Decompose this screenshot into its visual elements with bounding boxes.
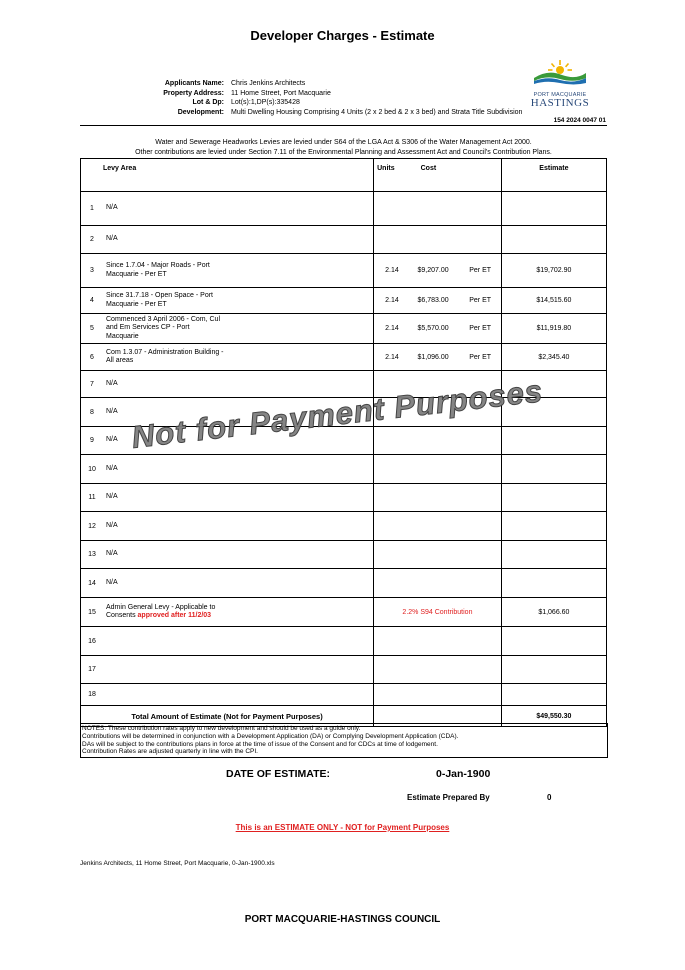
row-number: 8 [90,408,94,416]
levy-description [100,204,118,213]
row-number: 9 [90,437,94,444]
units-cost-cell [374,541,502,569]
estimate-value [501,684,606,706]
watermark-text: Not for Payment Purposes [130,373,545,455]
row-number: 5 [90,325,94,332]
levy-area-cell [81,684,374,706]
levy-description-text: N/A [106,550,118,558]
row-number: 6 [90,353,94,361]
levy-description [100,316,220,342]
total-value: $49,550.30 [501,706,606,727]
header-divider [80,125,607,126]
levy-description-text: N/A [106,578,118,586]
applicant-labels [90,79,224,117]
units-value: 2.14 [385,267,399,274]
cost-value: $1,096.00 [417,353,449,361]
units-cost-cell [374,569,502,598]
lot-dp-value: Lot(s):1,DP(s):335428 [231,99,300,106]
estimate-value [501,484,606,512]
prepared-by-value: 0 [547,793,552,802]
levy-area-cell [81,598,374,627]
row-number: 3 [90,267,94,274]
cost-value: $6,783.00 [417,297,449,304]
table-row [81,314,607,344]
estimate-value [501,627,606,656]
levy-description [100,493,118,502]
logo-emblem-icon [530,58,590,86]
levy-area-cell [81,288,374,314]
row-number: 16 [88,637,96,645]
total-label: Total Amount of Estimate (Not for Payment Purposes) [81,706,374,727]
date-of-estimate-value: 0-Jan-1900 [436,768,491,780]
intro-text [80,138,607,157]
levy-area-cell [81,371,374,398]
levy-area-cell [81,226,374,254]
levy-description [100,436,118,445]
header-cost-label: Cost [420,165,437,172]
levy-description-text: Admin General Levy - Applicable to Consents [106,603,216,619]
levy-area-cell [81,541,374,569]
levy-area-cell [81,344,374,371]
logo-line2: HASTINGS [530,97,590,109]
units-cost-cell [374,226,502,254]
units-cost-cell [374,512,502,541]
date-of-estimate-label: DATE OF ESTIMATE: [226,768,331,780]
units-value: 2.14 [385,325,399,332]
levy-area-cell [81,192,374,226]
note-line-1: NOTES: These contribution rates apply to new development and should be used as a guide only. [82,725,361,732]
estimate-value [501,541,606,569]
levy-area-cell [81,512,374,541]
levy-description-text: Commenced 3 April 2006 - Com, Cul and Em Services CP - Port Macquarie [106,315,220,340]
units-cost-cell [374,254,502,288]
council-name: PORT MACQUARIE-HASTINGS COUNCIL [244,914,441,925]
table-row [81,569,607,598]
levy-description [100,292,213,309]
development-label: Development: [177,108,224,116]
levy-description-text: N/A [106,235,118,243]
estimate-value: $14,515.60 [501,288,606,314]
levy-description-text: Since 31.7.18 - Open Space - Port Macquarie - Per ET [106,292,214,308]
levy-area-cell [81,254,374,288]
levy-description [100,522,118,531]
units-cost-cell [374,344,502,371]
levy-description [100,465,118,474]
levy-description [100,408,118,417]
contribution-rate: 2.2% S94 Contribution [402,608,473,616]
estimate-value [501,569,606,598]
row-number: 12 [88,522,96,530]
cost-value: $9,207.00 [417,267,449,274]
row-number: 10 [88,465,96,473]
table-row [81,455,607,484]
units-cost-cell [374,427,502,455]
header-estimate-label: Estimate [539,165,569,172]
table-row [81,627,607,656]
units-cost-cell [374,314,502,344]
development-value: Multi Dwelling Housing Comprising 4 Units (2 x 2 bed & 2 x 3 bed) and Strata Title Subdivision [231,108,523,116]
notes-box [80,723,608,758]
property-address-value: 11 Home Street, Port Macquarie [231,89,331,97]
levy-description-highlight: approved after 11/2/03 [137,612,212,619]
estimate-only-notice: This is an ESTIMATE ONLY - NOT for Payment Purposes [235,823,450,832]
levy-description [100,550,118,559]
row-number: 15 [88,608,96,616]
row-number: 14 [88,579,96,587]
table-row [81,254,607,288]
levy-description-text: N/A [106,493,118,501]
per-unit: Per ET [469,297,492,304]
reference-number: 154 2024 0047 01 [553,117,606,124]
table-row [81,541,607,569]
estimate-value [501,512,606,541]
levy-description [100,262,210,279]
table-row [81,684,607,706]
table-row [81,512,607,541]
levy-area-cell [81,569,374,598]
row-number: 7 [90,380,94,388]
row-number: 1 [90,205,94,212]
cost-value: $5,570.00 [417,325,449,332]
levy-description-text: Com 1.3.07 - Administration Building - All areas [106,348,224,364]
units-cost-cell [374,288,502,314]
levy-description-text: N/A [106,521,118,529]
levy-description [100,579,118,588]
applicant-name-label: Applicants Name: [164,80,224,87]
council-logo [530,58,590,109]
table-row [81,598,607,627]
table-header-row [81,159,607,192]
header-units-label: Units [377,165,395,172]
levy-area-cell [81,627,374,656]
per-unit: Per ET [469,353,492,361]
estimate-value: $1,066.60 [501,598,606,627]
page-title: Developer Charges - Estimate [250,28,435,43]
header-estimate [501,159,606,192]
table-row [81,344,607,371]
applicant-name-value: Chris Jenkins Architects [231,80,306,87]
table-row [81,484,607,512]
units-cost-cell [374,484,502,512]
prepared-by-label: Estimate Prepared By [407,793,490,802]
levy-area-cell [81,455,374,484]
estimate-value: $11,919.80 [501,314,606,344]
units-cost-cell [374,627,502,656]
property-address-label: Property Address: [163,89,224,97]
header-units-cost [374,159,502,192]
note-line-3: DAs will be subject to the contributions plans in force at the time of issue of the Consent and for CDCs at time of lodgement. [82,740,438,748]
levy-description [100,604,215,621]
levy-area-cell [81,656,374,684]
levy-description [100,235,118,244]
applicant-values [231,79,571,117]
per-unit: Per ET [469,267,492,274]
levy-description-text: N/A [106,407,118,415]
header-levy-area-label: Levy Area [103,165,137,172]
per-unit: Per ET [469,325,492,332]
units-cost-cell [374,192,502,226]
levy-description [100,380,118,389]
levy-area-cell [81,484,374,512]
estimate-value [501,226,606,254]
units-value: 2.14 [385,353,399,361]
file-name: Jenkins Architects, 11 Home Street, Port Macquarie, 0-Jan-1900.xls [80,860,275,867]
levy-area-cell [81,314,374,344]
estimate-value: $2,345.40 [501,344,606,371]
units-value: 2.14 [385,297,399,304]
table-row [81,192,607,226]
levy-description-text: N/A [106,204,118,212]
table-row [81,288,607,314]
row-number: 11 [88,494,96,501]
logo-line1: PORT MACQUARIE [533,92,587,98]
row-number: 17 [88,666,96,673]
estimate-value [501,455,606,484]
row-number: 18 [88,691,96,698]
intro-line-2: Other contributions are levied under Section 7.11 of the Environmental Planning and Assessment Act and Council's Contribution Plans. [135,148,552,156]
row-number: 2 [90,236,94,243]
lot-dp-label: Lot & Dp: [192,99,224,106]
estimate-value [501,427,606,455]
table-row [81,226,607,254]
note-line-4: Contribution Rates are adjusted quarterly in line with the CPI. [82,748,258,756]
units-cost-cell [374,455,502,484]
levy-description-text: N/A [106,436,118,444]
levy-description-text: N/A [106,379,118,387]
row-number: 4 [90,297,94,304]
units-cost-cell [374,598,502,627]
estimate-value [501,192,606,226]
header-levy-area [81,159,374,192]
units-cost-cell [374,684,502,706]
intro-line-1: Water and Sewerage Headworks Levies are levied under S64 of the LGA Act & S306 of the Water Management Act 2000. [155,139,532,146]
estimate-value [501,656,606,684]
units-cost-cell [374,656,502,684]
estimate-value: $19,702.90 [501,254,606,288]
row-number: 13 [88,551,96,558]
levy-description [100,349,224,366]
levy-description-text: N/A [106,464,118,472]
note-line-2: Contributions will be determined in conjunction with a Development Application (DA) or Complying Development Application (CDA). [82,732,459,740]
levy-description-text: Since 1.7.04 - Major Roads - Port Macquarie - Per ET [106,262,210,278]
table-row [81,656,607,684]
